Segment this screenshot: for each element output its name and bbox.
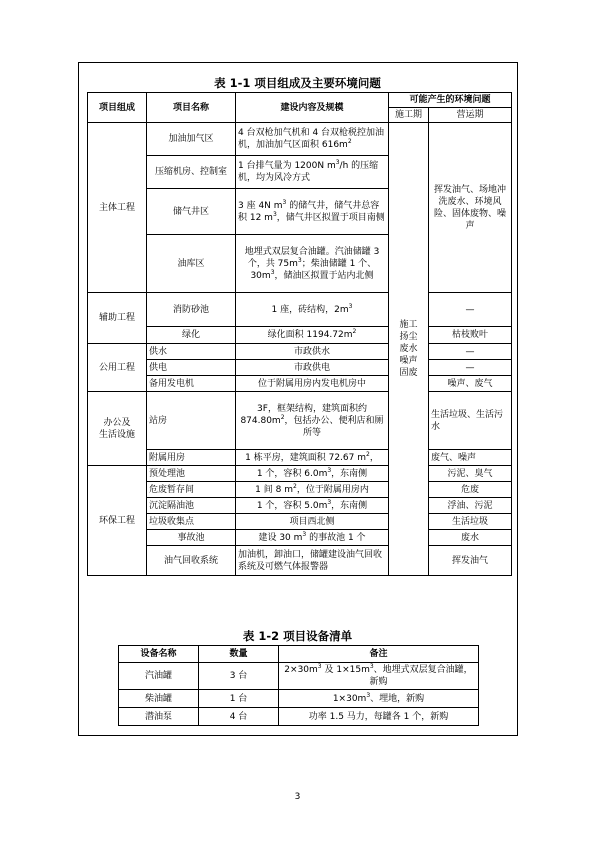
row-name: 危废暂存间 [147, 482, 236, 498]
row-name: 油库区 [147, 235, 236, 293]
row-operation: 废气、噪声 [429, 450, 512, 466]
equipment-note: $2\times 30m^3$ 及 $1\times 15m^3$、地埋式双层复合油罐，新购 [279, 663, 479, 690]
row-operation: 生活垃圾、生活污水 [429, 392, 512, 450]
row-content: 建设 30 $m^3$ 的事故池 1 个 [236, 530, 389, 546]
group-public: 公用工程 [88, 344, 147, 392]
group-aux: 辅助工程 [88, 293, 147, 344]
equipment-name: 柴油罐 [119, 690, 199, 708]
row-content: 3F，框架结构，建筑面积约 $874.80m^2$，包括办公、便利店和厕所等 [236, 392, 389, 450]
row-name: 加油加气区 [147, 123, 236, 156]
row-content: 项目西北侧 [236, 514, 389, 530]
header-quantity: 数量 [199, 646, 279, 663]
row-operation: 挥发油气 [429, 546, 512, 576]
header-name: 项目名称 [147, 93, 236, 123]
row-operation: — [429, 344, 512, 360]
header-env: 可能产生的环境问题 [389, 93, 512, 108]
row-content: 1 个，容积 $5.0m^3$，东南侧 [236, 498, 389, 514]
equipment-name: 汽油罐 [119, 663, 199, 690]
header-content: 建设内容及规模 [236, 93, 389, 123]
row-name: 供水 [147, 344, 236, 360]
row-name: 消防砂池 [147, 293, 236, 327]
group-main: 主体工程 [88, 123, 147, 293]
group-env: 环保工程 [88, 466, 147, 576]
row-content: 3 座 4N $m^3$ 的储气井，储气井总容积 12 $m^3$，储气井区拟置于项目南侧 [236, 189, 389, 235]
equipment-note: 功率 1.5 马力，每罐各 1 个，新购 [279, 708, 479, 726]
row-operation: 噪声、废气 [429, 376, 512, 392]
row-content: 市政供水 [236, 344, 389, 360]
row-name: 压缩机房、控制室 [147, 156, 236, 189]
row-content: 1 间 8 $m^2$，位于附属用房内 [236, 482, 389, 498]
row-content: 绿化面积 $1194.72m^2$ [236, 327, 389, 344]
page-number: 3 [294, 792, 301, 802]
row-operation: 浮油、污泥 [429, 498, 512, 514]
row-content: 1 栋平房，建筑面积 72.67 $m^2$， [236, 450, 389, 466]
project-composition-table [87, 92, 512, 576]
row-name: 绿化 [147, 327, 236, 344]
row-content: 4 台双枪加气机和 4 台双枪税控加油机，加油加气区面积 $616m^2$ [236, 123, 389, 156]
header-equipment-name: 设备名称 [119, 646, 199, 663]
equipment-qty: 4 台 [199, 708, 279, 726]
row-operation: 污泥、臭气 [429, 466, 512, 482]
header-group: 项目组成 [88, 93, 147, 123]
row-content: 1 台排气量为 1200N $m^3/h$ 的压缩机，均为风冷方式 [236, 156, 389, 189]
row-content: 地埋式双层复合油罐。汽油储罐 3 个，共 $75m^3$；柴油储罐 1 个、$30m^3$，储油区拟置于站内北侧 [236, 235, 389, 293]
header-operation: 营运期 [429, 108, 512, 123]
row-content: 1 座，砖结构，$2m^3$ [236, 293, 389, 327]
row-name: 垃圾收集点 [147, 514, 236, 530]
row-name: 预处理池 [147, 466, 236, 482]
equipment-table [118, 645, 479, 726]
construction-issues: 施工 扬尘 废水 噪声 固废 [389, 123, 429, 576]
row-name: 油气回收系统 [147, 546, 236, 576]
equipment-qty: 3 台 [199, 663, 279, 690]
row-content: 加油机，卸油口，储罐建设油气回收系统及可燃气体报警器 [236, 546, 389, 576]
header-construction: 施工期 [389, 108, 429, 123]
row-content: 位于附属用房内发电机房中 [236, 376, 389, 392]
row-operation: 废水 [429, 530, 512, 546]
row-name: 储气井区 [147, 189, 236, 235]
row-content: 市政供电 [236, 360, 389, 376]
equipment-qty: 1 台 [199, 690, 279, 708]
row-operation: 生活垃圾 [429, 514, 512, 530]
row-name: 备用发电机 [147, 376, 236, 392]
equipment-note: $1\times 30m^3$、埋地，新购 [279, 690, 479, 708]
table1-caption: 表 1-1 项目组成及主要环境问题 [214, 76, 381, 90]
main-operation-issues: 挥发油气、场地冲洗废水、环境风险、固体废物、噪声 [429, 123, 512, 293]
row-name: 附属用房 [147, 450, 236, 466]
row-name: 站房 [147, 392, 236, 450]
table2-caption: 表 1-2 项目设备清单 [242, 629, 353, 643]
row-content: 1 个，容积 $6.0m^3$，东南侧 [236, 466, 389, 482]
row-name: 沉淀隔油池 [147, 498, 236, 514]
row-operation: 枯枝败叶 [429, 327, 512, 344]
equipment-name: 潜油泵 [119, 708, 199, 726]
group-office: 办公及 生活设施 [88, 392, 147, 466]
header-note: 备注 [279, 646, 479, 663]
row-name: 供电 [147, 360, 236, 376]
row-name: 事故池 [147, 530, 236, 546]
row-operation: — [429, 293, 512, 327]
row-operation: 危废 [429, 482, 512, 498]
row-operation: — [429, 360, 512, 376]
